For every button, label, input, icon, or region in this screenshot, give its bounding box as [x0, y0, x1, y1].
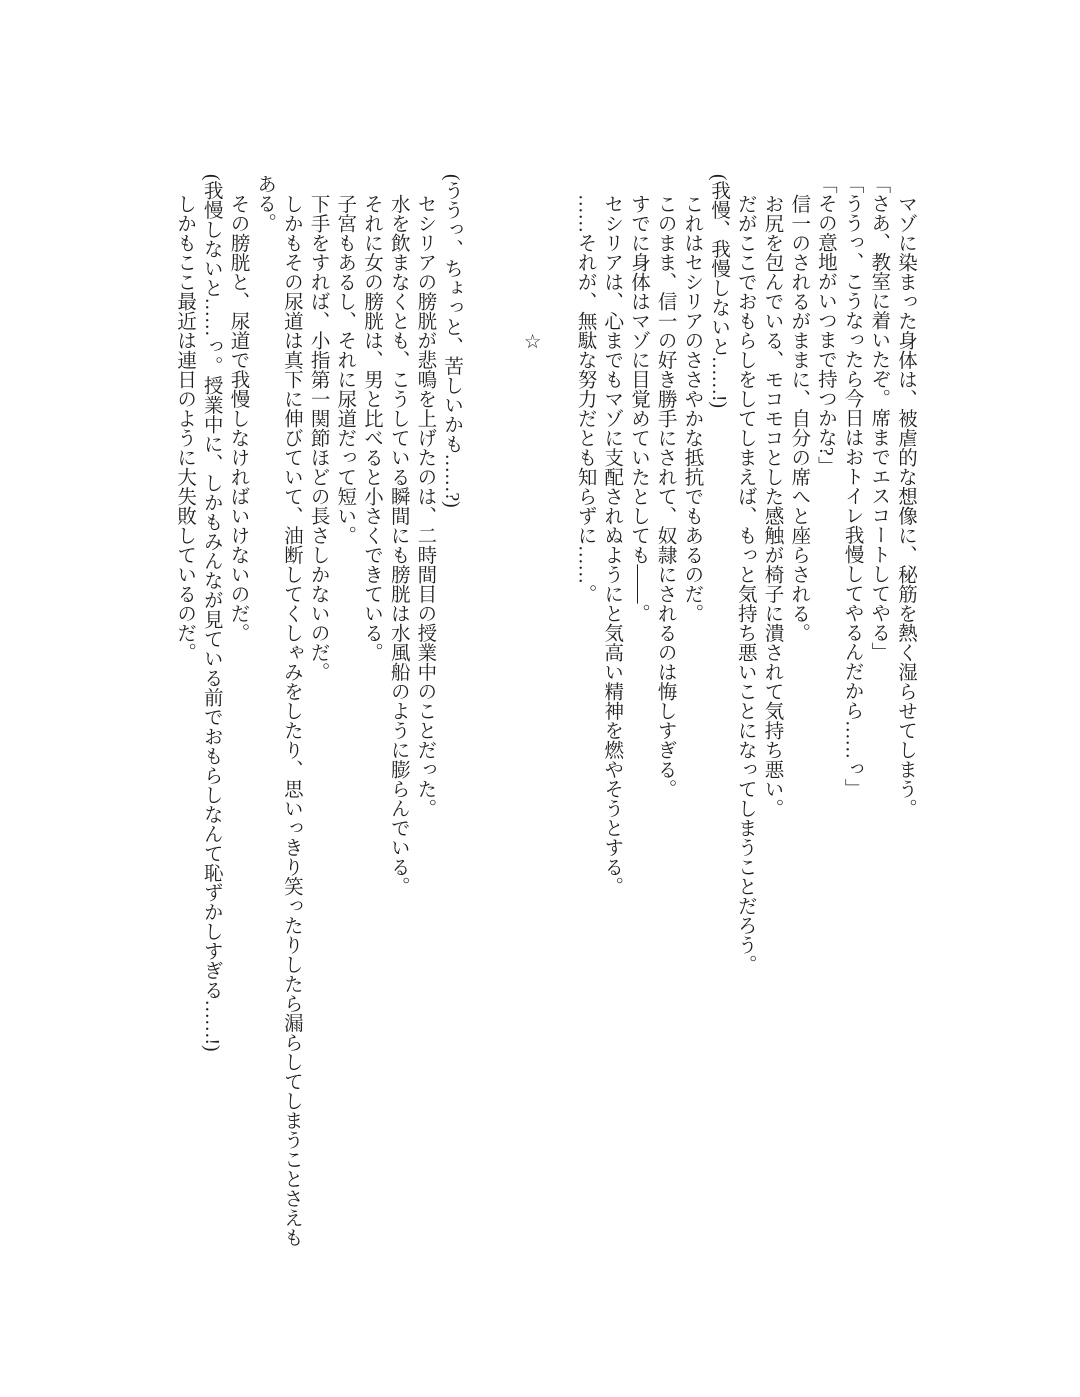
section-divider-star: ☆: [521, 330, 543, 353]
paragraph: すでに身体はマゾに目覚めていたとしても――。: [627, 193, 649, 623]
paragraph: しかもその尿道は真下に伸びていて、油断してくしゃみをしたり、思いっきり笑ったりしたら漏らしてしまうことさえもある。: [254, 174, 302, 1247]
paragraph: 「ううっ、こうなったら今日はおトイレ我慢してやるんだから……っ」: [841, 174, 863, 798]
paragraph: マゾに染まった身体は、被虐的な想像に、秘筋を熱く湿らせてしまう。: [895, 193, 916, 818]
paragraph: セシリアは、心までもマゾに支配されぬようにと気高い精神を燃やそうとする。: [601, 193, 623, 896]
paragraph: 子宮もあるし、それに尿道だって短い。: [334, 193, 356, 545]
paragraph: しかもここ最近は連日のように大失敗しているのだ。: [174, 193, 196, 662]
paragraph: だがここでおもらしをしてしまえば、もっと気持ち悪いことになってしまうことだろう。: [734, 193, 756, 974]
paragraph: 「その意地がいつまで持つかな?」: [814, 174, 836, 476]
paragraph: ……それが、無駄な努力だとも知らずに……。: [574, 193, 596, 603]
blank-column: [464, 174, 491, 1250]
blank-column: [544, 174, 571, 1250]
paragraph: 「さあ、教室に着いたぞ。席までエスコートしてやる」: [868, 174, 890, 662]
paragraph: (ううっ、ちょっと、苦しいかも……?): [441, 174, 463, 508]
paragraph: その膀胱と、尿道で我慢しなければいけないのだ。: [227, 193, 249, 642]
text-block: [170, 174, 918, 1250]
paragraph: このまま、信一の好き勝手にされて、奴隷にされるのは悔しすぎる。: [654, 193, 676, 798]
paragraph: それに女の膀胱は、男と比べると小さくできている。: [360, 193, 382, 662]
paragraph: 水を飲まなくとも、こうしている瞬間にも膀胱は水風船のように膨らんでいる。: [387, 193, 409, 896]
paragraph: これはセシリアのささやかな抵抗でもあるのだ。: [681, 193, 703, 623]
paragraph: 下手をすれば、小指第一関節ほどの長さしかないのだ。: [307, 193, 329, 681]
paragraph: お尻を包んでいる、モコモコとした感触が椅子に潰されて気持ち悪い。: [761, 193, 783, 818]
paragraph: セシリアの膀胱が悲鳴を上げたのは、二時間目の授業中のことだった。: [414, 193, 436, 818]
paragraph: (我慢しないと……っ。授業中に、しかもみんなが見ている前でおもらしなんて恥ずかしすぎる……!): [200, 174, 222, 1052]
paragraph: (我慢、我慢しないと……!): [708, 174, 730, 408]
paragraph: 信一のされるがままに、自分の席へと座らされる。: [788, 193, 810, 642]
blank-column: [491, 174, 518, 1250]
